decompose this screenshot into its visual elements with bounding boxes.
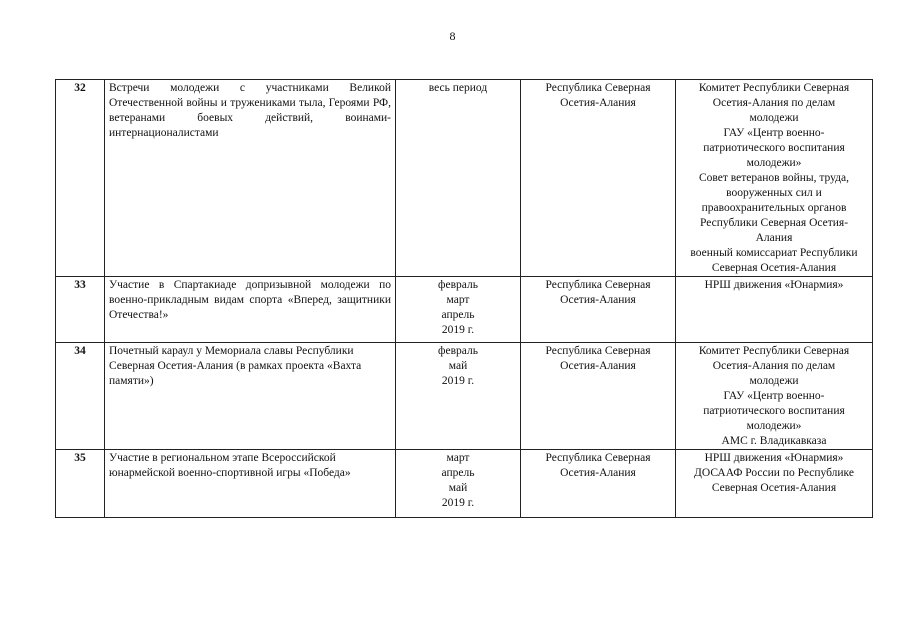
- org-line: Алания: [755, 232, 793, 244]
- event-description: Участие в Спартакиаде допризывной молодежи по военно-прикладным видам спорта «Вперед, защитники Отечества!»: [105, 277, 396, 343]
- org-line: НРШ движения «Юнармия»: [704, 452, 844, 464]
- period-line: март: [446, 452, 470, 464]
- org-line: Северная Осетия-Алания: [711, 482, 837, 494]
- event-period: [396, 450, 521, 518]
- org-line: ГАУ «Центр военно-: [723, 127, 825, 139]
- org-line: вооруженных сил и: [726, 187, 822, 199]
- event-organizers: [676, 277, 873, 343]
- period-line: весь период: [428, 82, 488, 94]
- events-table: [55, 79, 873, 518]
- org-line: Северная Осетия-Алания: [711, 262, 837, 274]
- org-line: АМС г. Владикавказа: [721, 435, 827, 447]
- period-line: 2019 г.: [441, 375, 475, 387]
- row-number: 33: [56, 277, 105, 343]
- period-line: февраль: [438, 279, 478, 291]
- event-period: [396, 277, 521, 343]
- period-line: апрель: [441, 309, 475, 321]
- table-row: [56, 450, 873, 518]
- org-line: ДОСААФ России по Республике: [694, 467, 854, 479]
- org-line: НРШ движения «Юнармия»: [704, 279, 844, 291]
- event-place: [521, 450, 676, 518]
- period-line: март: [446, 294, 470, 306]
- place-line: Осетия-Алания: [560, 294, 636, 306]
- place-line: Осетия-Алания: [560, 467, 636, 479]
- period-line: 2019 г.: [441, 324, 475, 336]
- place-line: Осетия-Алания: [560, 360, 636, 372]
- org-line: Республики Северная Осетия-: [699, 217, 849, 229]
- period-line: 2019 г.: [441, 497, 475, 509]
- row-number: 32: [56, 80, 105, 277]
- table-row: [56, 343, 873, 450]
- org-line: молодежи»: [746, 420, 802, 432]
- place-line: Республика Северная: [545, 452, 651, 464]
- period-line: май: [448, 482, 468, 494]
- org-line: молодежи: [749, 112, 799, 124]
- org-line: ГАУ «Центр военно-: [723, 390, 825, 402]
- place-line: Республика Северная: [545, 345, 651, 357]
- event-place: [521, 80, 676, 277]
- row-number: 34: [56, 343, 105, 450]
- event-organizers: [676, 80, 873, 277]
- event-organizers: [676, 343, 873, 450]
- event-description: Почетный караул у Мемориала славы Республики Северная Осетия-Алания (в рамках проекта «Вахта памяти»): [105, 343, 396, 450]
- org-line: военный комиссариат Республики: [690, 247, 858, 259]
- org-line: Комитет Республики Северная: [698, 82, 850, 94]
- row-number: 35: [56, 450, 105, 518]
- table-row: [56, 80, 873, 277]
- org-line: Осетия-Алания по делам: [712, 97, 836, 109]
- period-line: февраль: [438, 345, 478, 357]
- event-description: Встречи молодежи с участниками Великой Отечественной войны и тружениками тыла, Героями РФ, ветеранами боевых действий, воинами-интернационалистами: [105, 80, 396, 277]
- event-period: [396, 80, 521, 277]
- place-line: Осетия-Алания: [560, 97, 636, 109]
- place-line: Республика Северная: [545, 279, 651, 291]
- event-place: [521, 343, 676, 450]
- event-place: [521, 277, 676, 343]
- event-description: Участие в региональном этапе Всероссийской юнармейской военно-спортивной игры «Победа»: [105, 450, 396, 518]
- place-line: Республика Северная: [545, 82, 651, 94]
- org-line: молодежи: [749, 375, 799, 387]
- org-line: Совет ветеранов войны, труда,: [699, 172, 849, 184]
- org-line: патриотического воспитания: [703, 142, 845, 154]
- org-line: Комитет Республики Северная: [698, 345, 850, 357]
- org-line: правоохранительных органов: [701, 202, 847, 214]
- event-organizers: [676, 450, 873, 518]
- org-line: Осетия-Алания по делам: [712, 360, 836, 372]
- period-line: май: [448, 360, 468, 372]
- table-row: [56, 277, 873, 343]
- page-number: 8: [449, 29, 456, 43]
- org-line: патриотического воспитания: [703, 405, 845, 417]
- period-line: апрель: [441, 467, 475, 479]
- event-period: [396, 343, 521, 450]
- org-line: молодежи»: [746, 157, 802, 169]
